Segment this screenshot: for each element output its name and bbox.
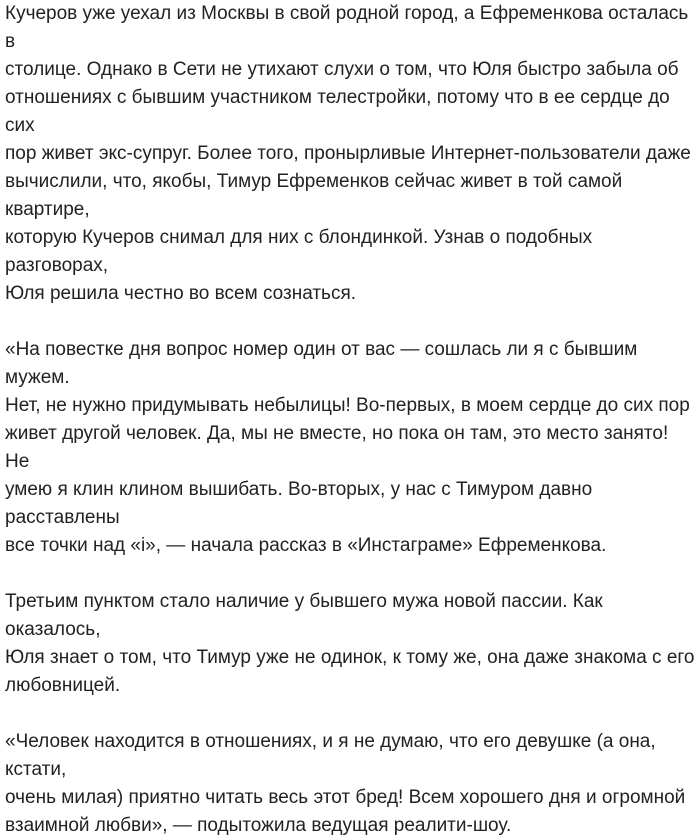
article-body <box>5 0 695 840</box>
article-paragraph: Третьим пунктом стало наличие у бывшего мужа новой пассии. Как оказалось, Юля знает о том, что Тимур уже не одинок, к тому же, она даже знакома с его любовницей. <box>5 591 695 696</box>
article-paragraph: Кучеров уже уехал из Москвы в свой родной город, а Ефременкова осталась в столице. Однако в Сети не утихают слухи о том, что Юля быстро забыла об отношениях с бывшим участником телестройки, потому что в ее сердце до сих пор живет экс-супруг. Более того, пронырливые Интернет-пользователи даже вычислили, что, якобы, Тимур Ефременков сейчас живет в той самой квартире, которую Кучеров снимал для них с блондинкой. Узнав о подобных разговорах, Юля решила честно во всем сознаться. <box>5 3 691 304</box>
article-paragraph: «Человек находится в отношениях, и я не думаю, что его девушке (а она, кстати, очень милая) приятно читать весь этот бред! Всем хорошего дня и огромной взаимной любви», — подытожила ведущая реалити-шоу. <box>5 731 686 836</box>
article-paragraph: «На повестке дня вопрос номер один от вас — сошлась ли я с бывшим мужем. Нет, не нужно придумывать небылицы! Во-первых, в моем сердце до сих пор живет другой человек. Да, мы не вместе, но пока он там, это место занято! Не умею я клин клином вышибать. Во-вторых, у нас с Тимуром давно расставлены все точки над «i», — начала рассказ в «Инстаграме» Ефременкова. <box>5 339 690 556</box>
